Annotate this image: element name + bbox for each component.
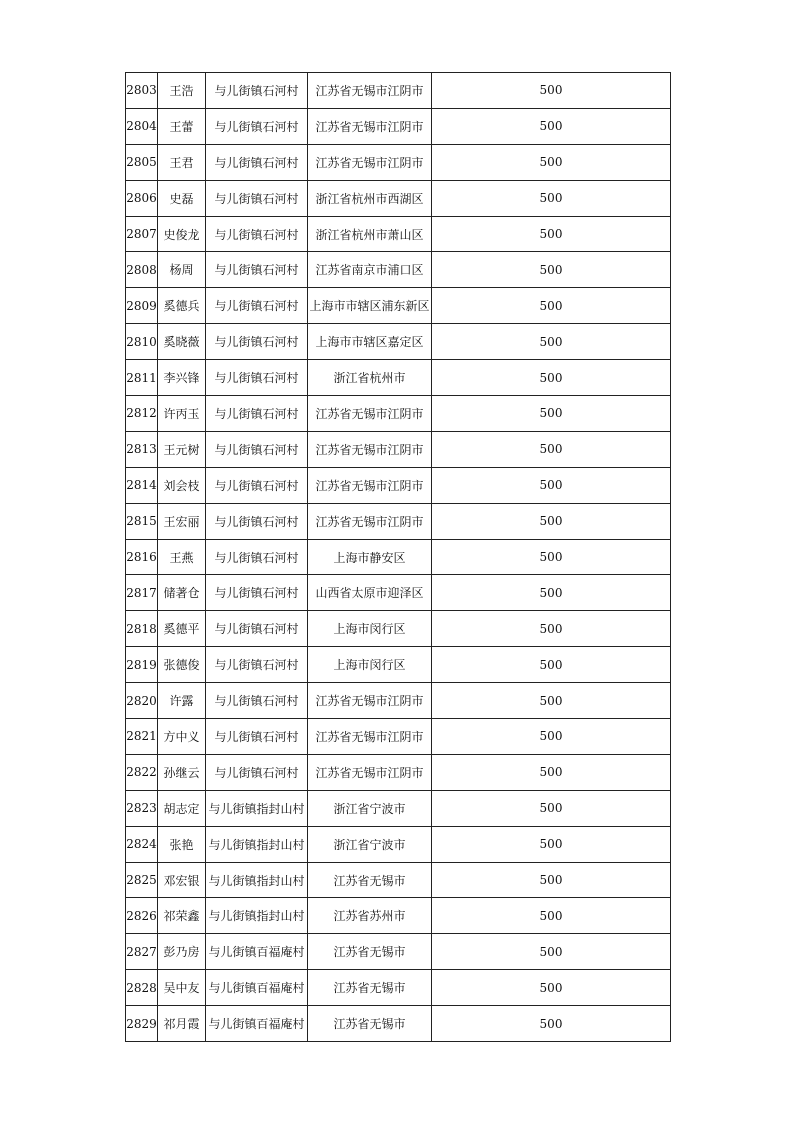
cell-address: 上海市市辖区浦东新区	[308, 288, 432, 324]
cell-amount: 500	[432, 934, 671, 970]
cell-number: 2805	[126, 144, 158, 180]
cell-amount: 500	[432, 396, 671, 432]
cell-name: 王元树	[158, 431, 206, 467]
cell-name: 奚德兵	[158, 288, 206, 324]
table-row	[126, 503, 671, 539]
cell-number: 2817	[126, 575, 158, 611]
cell-amount: 500	[432, 970, 671, 1006]
cell-name: 奚晓薇	[158, 324, 206, 360]
cell-village: 与儿街镇石河村	[206, 144, 308, 180]
cell-village: 与儿街镇石河村	[206, 611, 308, 647]
cell-number: 2810	[126, 324, 158, 360]
cell-village: 与儿街镇石河村	[206, 252, 308, 288]
cell-village: 与儿街镇指封山村	[206, 790, 308, 826]
cell-amount: 500	[432, 467, 671, 503]
cell-name: 祁月霞	[158, 1006, 206, 1042]
cell-amount: 500	[432, 826, 671, 862]
cell-number: 2808	[126, 252, 158, 288]
cell-amount: 500	[432, 144, 671, 180]
table-row	[126, 970, 671, 1006]
table-row	[126, 467, 671, 503]
cell-number: 2804	[126, 108, 158, 144]
cell-number: 2803	[126, 73, 158, 109]
table-row	[126, 288, 671, 324]
cell-name: 张德俊	[158, 647, 206, 683]
table-row	[126, 575, 671, 611]
cell-village: 与儿街镇石河村	[206, 360, 308, 396]
cell-village: 与儿街镇指封山村	[206, 862, 308, 898]
cell-address: 浙江省杭州市西湖区	[308, 180, 432, 216]
cell-village: 与儿街镇石河村	[206, 719, 308, 755]
cell-name: 方中义	[158, 719, 206, 755]
cell-amount: 500	[432, 108, 671, 144]
cell-amount: 500	[432, 73, 671, 109]
cell-name: 史磊	[158, 180, 206, 216]
table-row	[126, 611, 671, 647]
cell-amount: 500	[432, 683, 671, 719]
cell-address: 江苏省无锡市江阴市	[308, 396, 432, 432]
cell-amount: 500	[432, 754, 671, 790]
cell-village: 与儿街镇石河村	[206, 539, 308, 575]
cell-address: 江苏省无锡市江阴市	[308, 431, 432, 467]
cell-amount: 500	[432, 288, 671, 324]
cell-village: 与儿街镇百福庵村	[206, 934, 308, 970]
cell-amount: 500	[432, 575, 671, 611]
cell-amount: 500	[432, 1006, 671, 1042]
cell-name: 史俊龙	[158, 216, 206, 252]
cell-name: 许露	[158, 683, 206, 719]
cell-amount: 500	[432, 898, 671, 934]
cell-village: 与儿街镇石河村	[206, 73, 308, 109]
cell-village: 与儿街镇石河村	[206, 683, 308, 719]
table-row	[126, 826, 671, 862]
table-row	[126, 180, 671, 216]
cell-amount: 500	[432, 790, 671, 826]
cell-village: 与儿街镇石河村	[206, 288, 308, 324]
cell-number: 2825	[126, 862, 158, 898]
cell-name: 杨周	[158, 252, 206, 288]
cell-address: 江苏省无锡市江阴市	[308, 108, 432, 144]
cell-address: 浙江省杭州市萧山区	[308, 216, 432, 252]
table-row	[126, 790, 671, 826]
cell-number: 2820	[126, 683, 158, 719]
cell-address: 江苏省无锡市	[308, 1006, 432, 1042]
cell-address: 江苏省无锡市江阴市	[308, 719, 432, 755]
table-row	[126, 360, 671, 396]
cell-name: 张艳	[158, 826, 206, 862]
cell-name: 王浩	[158, 73, 206, 109]
cell-name: 胡志定	[158, 790, 206, 826]
cell-name: 王蕾	[158, 108, 206, 144]
cell-number: 2811	[126, 360, 158, 396]
cell-name: 刘会枝	[158, 467, 206, 503]
cell-number: 2812	[126, 396, 158, 432]
table-row	[126, 73, 671, 109]
cell-amount: 500	[432, 539, 671, 575]
cell-address: 江苏省无锡市	[308, 970, 432, 1006]
table-row	[126, 898, 671, 934]
cell-amount: 500	[432, 252, 671, 288]
cell-address: 江苏省无锡市江阴市	[308, 754, 432, 790]
cell-number: 2828	[126, 970, 158, 1006]
cell-number: 2829	[126, 1006, 158, 1042]
cell-village: 与儿街镇石河村	[206, 108, 308, 144]
cell-number: 2816	[126, 539, 158, 575]
cell-address: 江苏省无锡市江阴市	[308, 683, 432, 719]
table-row	[126, 934, 671, 970]
cell-number: 2809	[126, 288, 158, 324]
cell-number: 2827	[126, 934, 158, 970]
cell-village: 与儿街镇石河村	[206, 575, 308, 611]
cell-address: 上海市市辖区嘉定区	[308, 324, 432, 360]
cell-amount: 500	[432, 503, 671, 539]
cell-number: 2821	[126, 719, 158, 755]
cell-number: 2819	[126, 647, 158, 683]
cell-address: 江苏省无锡市	[308, 934, 432, 970]
cell-village: 与儿街镇石河村	[206, 431, 308, 467]
cell-village: 与儿街镇石河村	[206, 754, 308, 790]
table-row	[126, 431, 671, 467]
table-row	[126, 683, 671, 719]
cell-amount: 500	[432, 647, 671, 683]
roster-table-container	[125, 72, 671, 1042]
cell-number: 2824	[126, 826, 158, 862]
cell-name: 奚德平	[158, 611, 206, 647]
cell-village: 与儿街镇石河村	[206, 647, 308, 683]
cell-village: 与儿街镇百福庵村	[206, 970, 308, 1006]
cell-address: 江苏省南京市浦口区	[308, 252, 432, 288]
cell-number: 2807	[126, 216, 158, 252]
cell-amount: 500	[432, 862, 671, 898]
cell-address: 浙江省宁波市	[308, 790, 432, 826]
cell-amount: 500	[432, 611, 671, 647]
cell-amount: 500	[432, 180, 671, 216]
cell-amount: 500	[432, 324, 671, 360]
cell-village: 与儿街镇石河村	[206, 324, 308, 360]
cell-name: 彭乃房	[158, 934, 206, 970]
cell-address: 上海市静安区	[308, 539, 432, 575]
cell-village: 与儿街镇百福庵村	[206, 1006, 308, 1042]
cell-amount: 500	[432, 719, 671, 755]
cell-address: 江苏省无锡市	[308, 862, 432, 898]
cell-amount: 500	[432, 216, 671, 252]
cell-name: 孙继云	[158, 754, 206, 790]
cell-number: 2814	[126, 467, 158, 503]
table-row	[126, 108, 671, 144]
cell-address: 江苏省无锡市江阴市	[308, 73, 432, 109]
cell-name: 王宏丽	[158, 503, 206, 539]
table-row	[126, 647, 671, 683]
cell-name: 储著仓	[158, 575, 206, 611]
cell-address: 山西省太原市迎泽区	[308, 575, 432, 611]
cell-village: 与儿街镇指封山村	[206, 826, 308, 862]
roster-table	[125, 72, 671, 1042]
table-row	[126, 252, 671, 288]
table-row	[126, 216, 671, 252]
cell-address: 上海市闵行区	[308, 647, 432, 683]
cell-address: 江苏省无锡市江阴市	[308, 467, 432, 503]
table-row	[126, 396, 671, 432]
cell-amount: 500	[432, 360, 671, 396]
cell-name: 邓宏银	[158, 862, 206, 898]
cell-village: 与儿街镇指封山村	[206, 898, 308, 934]
cell-address: 江苏省无锡市江阴市	[308, 503, 432, 539]
cell-number: 2815	[126, 503, 158, 539]
table-row	[126, 719, 671, 755]
table-row	[126, 754, 671, 790]
cell-number: 2813	[126, 431, 158, 467]
cell-name: 许丙玉	[158, 396, 206, 432]
cell-address: 江苏省苏州市	[308, 898, 432, 934]
cell-number: 2823	[126, 790, 158, 826]
cell-number: 2818	[126, 611, 158, 647]
cell-village: 与儿街镇石河村	[206, 467, 308, 503]
cell-number: 2826	[126, 898, 158, 934]
cell-address: 浙江省杭州市	[308, 360, 432, 396]
table-row	[126, 324, 671, 360]
cell-village: 与儿街镇石河村	[206, 503, 308, 539]
table-row	[126, 862, 671, 898]
cell-name: 王燕	[158, 539, 206, 575]
cell-address: 江苏省无锡市江阴市	[308, 144, 432, 180]
roster-table-body	[126, 73, 671, 1042]
cell-name: 李兴锋	[158, 360, 206, 396]
cell-number: 2822	[126, 754, 158, 790]
cell-village: 与儿街镇石河村	[206, 216, 308, 252]
cell-name: 祁荣鑫	[158, 898, 206, 934]
cell-name: 吴中友	[158, 970, 206, 1006]
cell-address: 浙江省宁波市	[308, 826, 432, 862]
cell-village: 与儿街镇石河村	[206, 180, 308, 216]
cell-village: 与儿街镇石河村	[206, 396, 308, 432]
cell-address: 上海市闵行区	[308, 611, 432, 647]
cell-amount: 500	[432, 431, 671, 467]
table-row	[126, 539, 671, 575]
cell-number: 2806	[126, 180, 158, 216]
table-row	[126, 1006, 671, 1042]
cell-name: 王君	[158, 144, 206, 180]
table-row	[126, 144, 671, 180]
